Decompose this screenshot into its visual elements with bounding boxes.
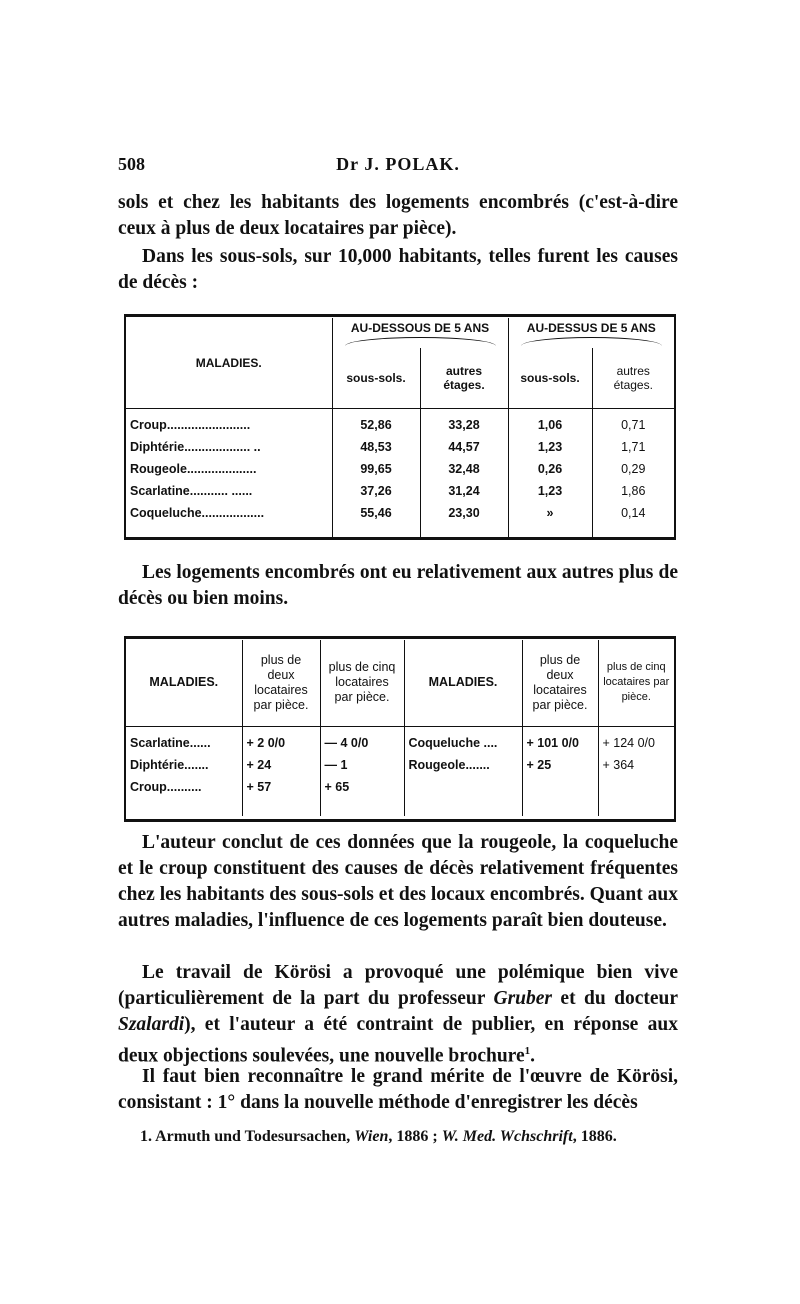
value-cell: 55,46 bbox=[332, 502, 420, 524]
disease-name bbox=[404, 776, 522, 798]
value-cell: 1,06 bbox=[508, 414, 592, 436]
disease-name: Coqueluche.................. bbox=[130, 506, 265, 520]
running-title: Dr J. POLAK. bbox=[336, 154, 460, 174]
disease-name: Scarlatine...... bbox=[130, 736, 211, 750]
footnote-journal: W. Med. Wchschrift bbox=[441, 1128, 573, 1145]
table1-header-above-5 bbox=[508, 318, 674, 348]
disease-name: Diphtérie................... .. bbox=[130, 440, 261, 454]
table-row bbox=[126, 754, 674, 776]
value-cell: 52,86 bbox=[332, 414, 420, 436]
table2-header-maladies: MALADIES. bbox=[149, 675, 219, 690]
value-cell: 48,53 bbox=[332, 436, 420, 458]
paragraph-middle: Les logements encombrés ont eu relativement aux autres plus de décès ou bien moins. bbox=[118, 562, 678, 609]
value-cell: 1,86 bbox=[592, 480, 674, 502]
value-cell: 99,65 bbox=[332, 458, 420, 480]
value-cell bbox=[522, 776, 598, 798]
value-cell: 44,57 bbox=[420, 436, 508, 458]
table2-header-deux: plus de deux locataires par pièce. bbox=[242, 640, 320, 726]
table-row bbox=[126, 776, 674, 798]
table1-group-below-label: AU-DESSOUS DE 5 ANS bbox=[350, 320, 490, 335]
value-cell: 33,28 bbox=[420, 414, 508, 436]
disease-name: Scarlatine........... ...... bbox=[130, 484, 253, 498]
value-cell: + 2 0/0 bbox=[242, 732, 320, 754]
value-cell: 0,26 bbox=[508, 458, 592, 480]
table1-header-below-5 bbox=[332, 318, 508, 348]
disease-name: Croup........................ bbox=[130, 418, 251, 432]
value-cell: » bbox=[508, 502, 592, 524]
footnote-ref: 1 bbox=[524, 1045, 531, 1057]
table2-header-cinq-2: plus de cinq locataires par pièce. bbox=[598, 640, 674, 726]
value-cell: + 65 bbox=[320, 776, 404, 798]
value-cell: 0,29 bbox=[592, 458, 674, 480]
table-row bbox=[126, 414, 674, 436]
table1-sub-autres: autres étages. bbox=[420, 348, 508, 408]
disease-name: Rougeole....... bbox=[404, 754, 522, 776]
brace-decoration bbox=[345, 337, 496, 346]
table-row bbox=[126, 458, 674, 480]
table1-sub-soussols: sous-sols. bbox=[332, 348, 420, 408]
table-row bbox=[126, 732, 674, 754]
name-gruber: Gruber bbox=[493, 988, 552, 1009]
disease-name: Diphtérie....... bbox=[130, 758, 209, 772]
value-cell: + 124 0/0 bbox=[598, 732, 674, 754]
table2-header-deux-2: plus de deux locataires par pièce. bbox=[522, 640, 598, 726]
paragraph-intro-2: Dans les sous-sols, sur 10,000 habitants, telles furent les causes de décès : bbox=[118, 246, 678, 293]
table-row bbox=[126, 480, 674, 502]
page-number: 508 bbox=[118, 154, 145, 174]
overcrowding-table bbox=[126, 640, 674, 816]
brace-decoration bbox=[521, 337, 663, 346]
page-header bbox=[118, 154, 678, 180]
paragraph-merite: Il faut bien reconnaître le grand mérite de l'œuvre de Körösi, consistant : 1° dans la nouvelle méthode d'enregistrer les décès bbox=[118, 1066, 678, 1113]
value-cell: 32,48 bbox=[420, 458, 508, 480]
value-cell: — 4 0/0 bbox=[320, 732, 404, 754]
value-cell: 1,23 bbox=[508, 436, 592, 458]
table2-header-cinq: plus de cinq locataires par pièce. bbox=[320, 640, 404, 726]
table-row bbox=[126, 502, 674, 524]
table1-sub-autres-2: autres étages. bbox=[592, 348, 674, 408]
value-cell: + 25 bbox=[522, 754, 598, 776]
paragraph-polemique: Le travail de Körösi a provoqué une polémique bien vive (particulièrement de la part du professeur Gruber et du docteur Szalardi), et l'auteur a été contraint de publier, en réponse aux deux objections soulevées, une nouvelle brochure$^1$. bbox=[118, 962, 678, 1067]
value-cell bbox=[598, 776, 674, 798]
value-cell: 23,30 bbox=[420, 502, 508, 524]
footnote-place: Wien bbox=[354, 1128, 389, 1145]
value-cell: 1,71 bbox=[592, 436, 674, 458]
table1-sub-soussols-2: sous-sols. bbox=[508, 348, 592, 408]
value-cell: + 364 bbox=[598, 754, 674, 776]
value-cell: 31,24 bbox=[420, 480, 508, 502]
value-cell: 0,71 bbox=[592, 414, 674, 436]
table1-group-above-label: AU-DESSUS DE 5 ANS bbox=[526, 320, 656, 335]
table-row bbox=[126, 436, 674, 458]
footnote: 1. Armuth und Todesursachen, Wien, 1886 ; W. Med. Wchschrift, 1886. bbox=[140, 1128, 617, 1145]
table1-header-maladies: MALADIES. bbox=[195, 355, 262, 370]
name-szalardi: Szalardi bbox=[118, 1014, 185, 1035]
paragraph-conclusion: L'auteur conclut de ces données que la rougeole, la coqueluche et le croup constituent des causes de décès relativement fréquentes chez les habitants des sous-sols et des locaux encombrés. Quant aux autres maladies, l'influence de ces logements paraît bien douteuse. bbox=[118, 832, 678, 931]
value-cell: + 24 bbox=[242, 754, 320, 776]
value-cell: + 101 0/0 bbox=[522, 732, 598, 754]
mortality-table-basement bbox=[126, 318, 674, 538]
disease-name: Croup.......... bbox=[130, 780, 202, 794]
value-cell: 37,26 bbox=[332, 480, 420, 502]
value-cell: — 1 bbox=[320, 754, 404, 776]
table2-header-maladies-2: MALADIES. bbox=[404, 640, 522, 726]
disease-name: Coqueluche .... bbox=[404, 732, 522, 754]
disease-name: Rougeole.................... bbox=[130, 462, 257, 476]
value-cell: 1,23 bbox=[508, 480, 592, 502]
value-cell: 0,14 bbox=[592, 502, 674, 524]
value-cell: + 57 bbox=[242, 776, 320, 798]
paragraph-intro-1: sols et chez les habitants des logements encombrés (c'est-à-dire ceux à plus de deux locataires par pièce). bbox=[118, 192, 678, 239]
